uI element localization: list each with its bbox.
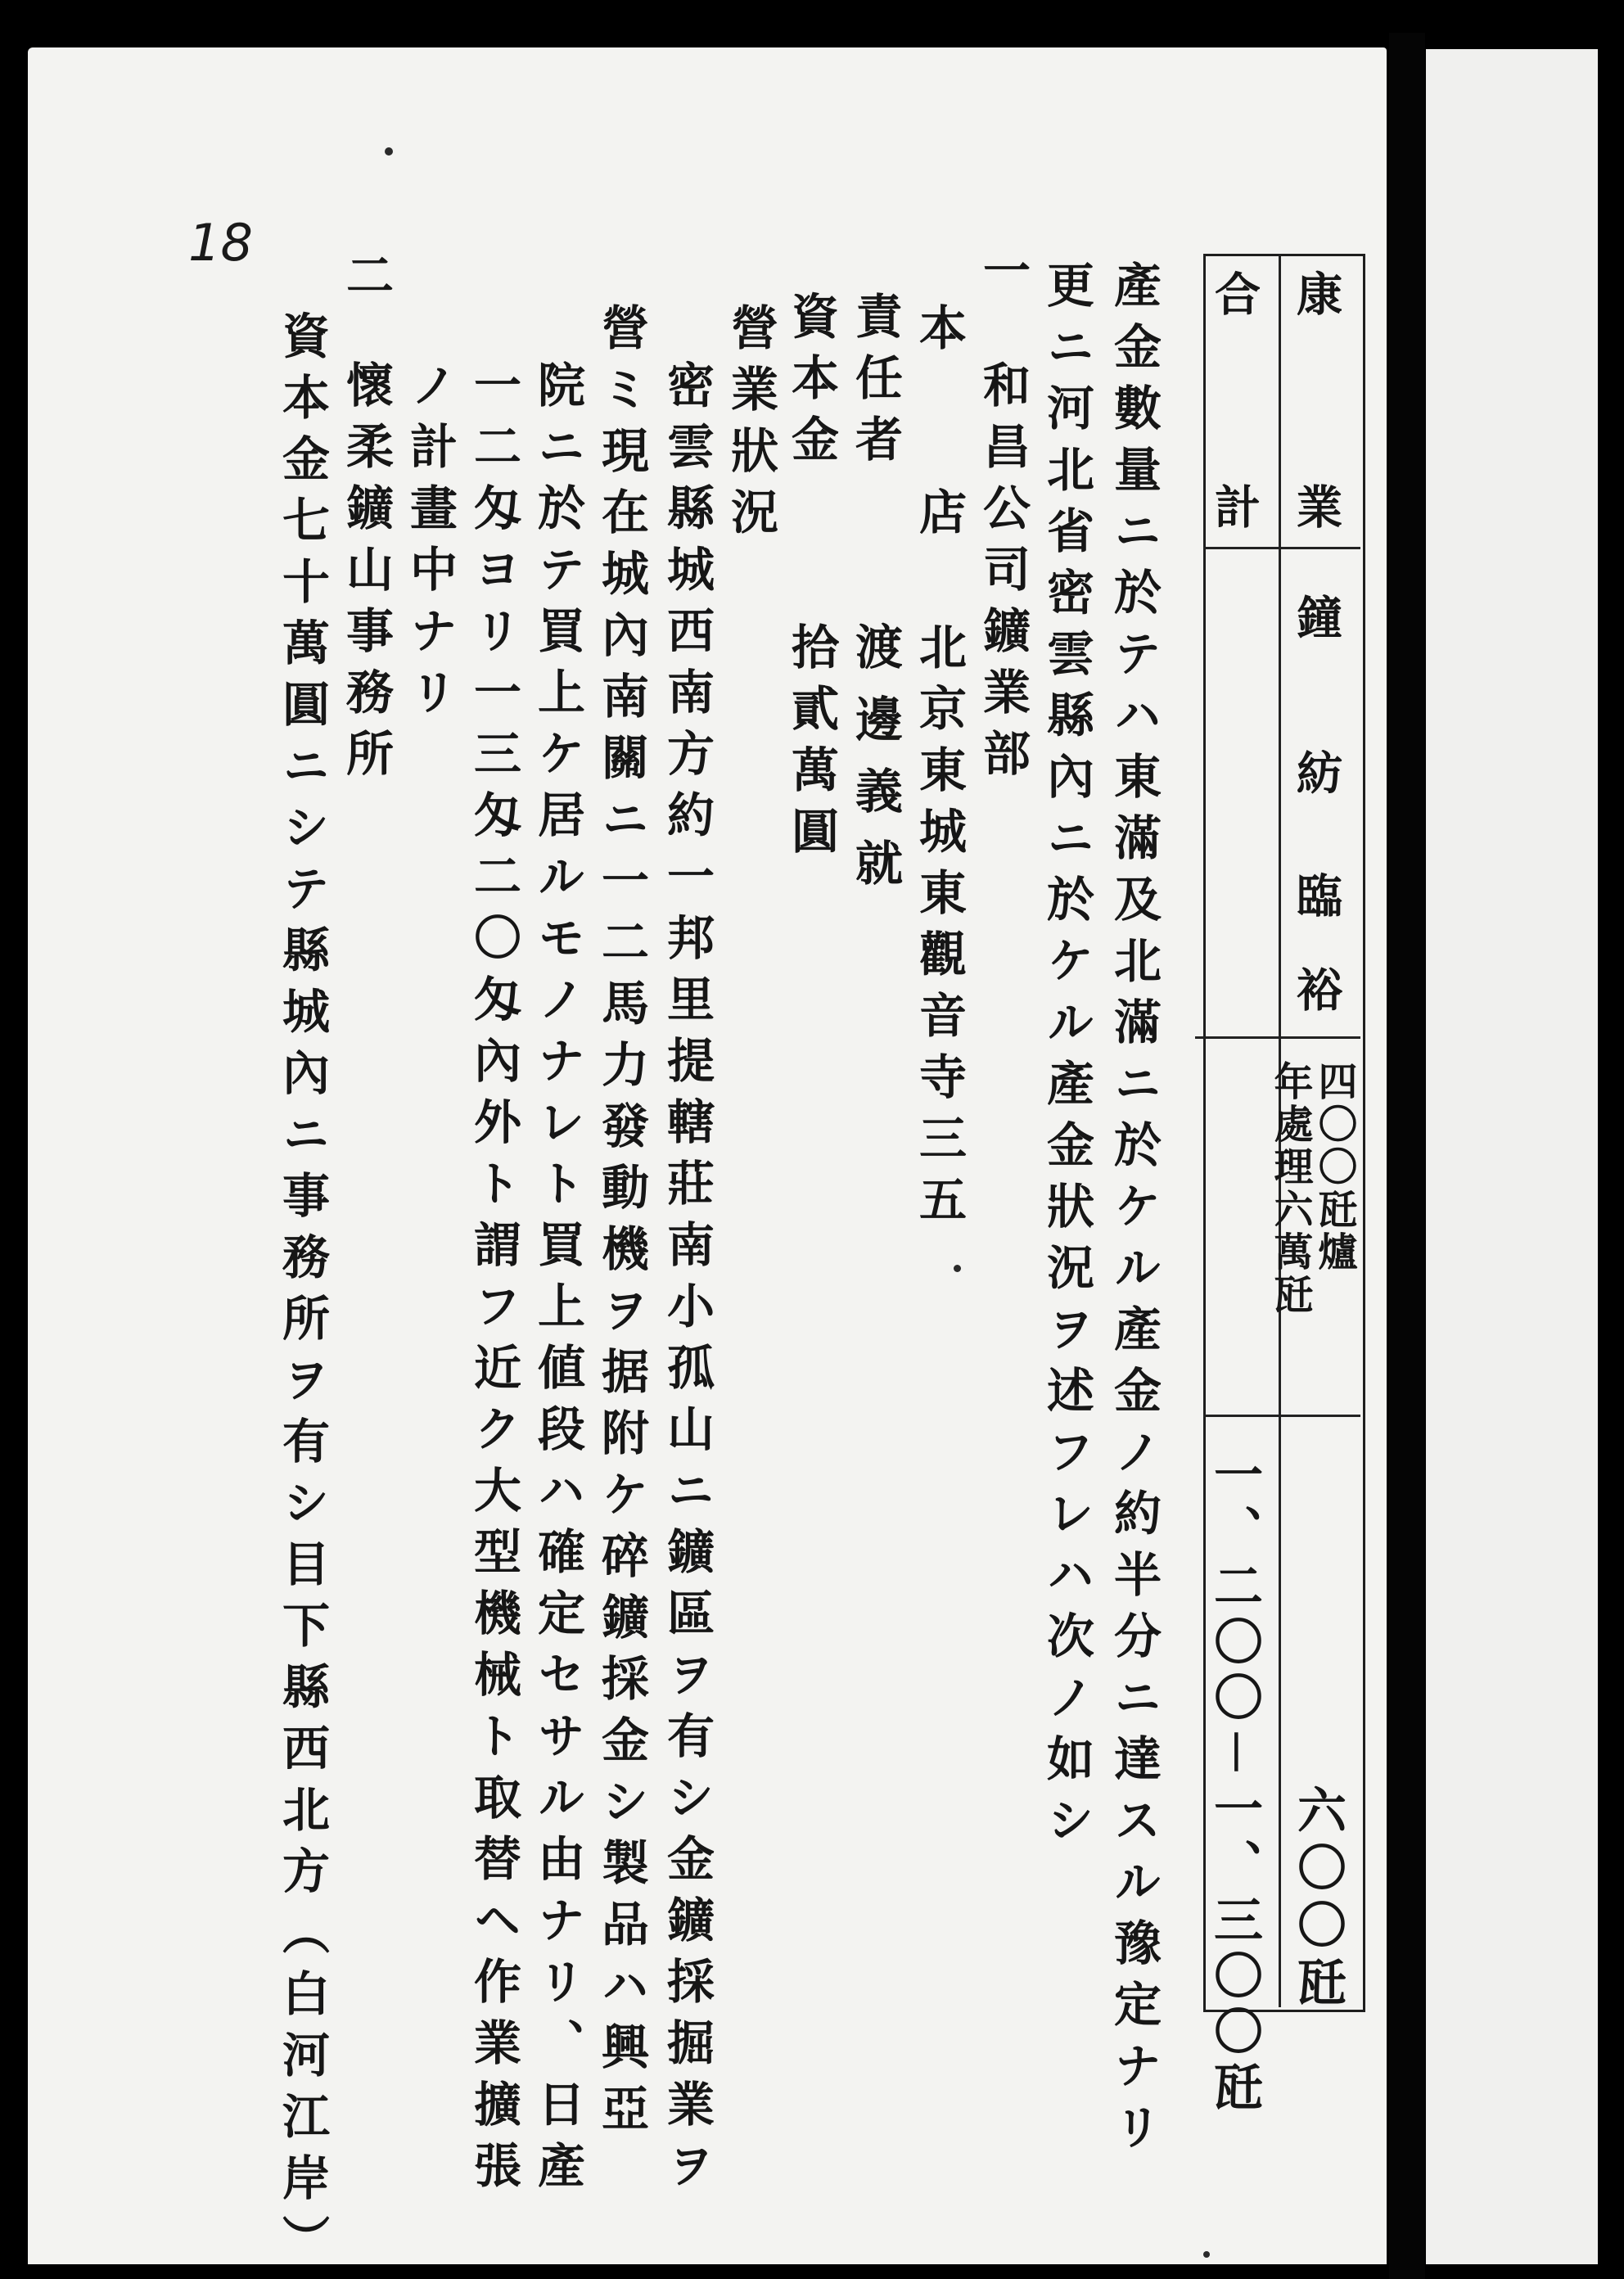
- section-title-2: 懷柔鑛山事務所: [338, 360, 394, 790]
- section-number-1: 一: [975, 246, 1031, 307]
- text-line-9: 營ミ現在城內南關ニ一二馬力發動機ヲ据附ケ碎鑛採金シ製品ハ興亞: [593, 303, 649, 2145]
- table-industry-char: 康: [1289, 270, 1343, 323]
- field-label-head-office: 本 店: [911, 303, 967, 548]
- table-row-divider: [1203, 547, 1360, 549]
- section-title-1: 和昌公司鑛業部: [975, 360, 1031, 790]
- text-line-12: ノ計畫中ナリ: [402, 360, 458, 729]
- page-number: 18: [188, 213, 253, 273]
- table-total-amount: 一、二〇〇－一、三〇〇瓩: [1206, 1449, 1263, 2117]
- adjacent-page-edge: [1426, 49, 1598, 2264]
- table-amount: 六〇〇瓩: [1289, 1785, 1347, 2014]
- page-gutter: [1389, 33, 1425, 2279]
- scan-speck: [385, 147, 393, 156]
- field-value-responsible: 渡邊義就: [847, 622, 903, 910]
- text-line-14: 資本金七十萬圓ニシテ縣城內ニ事務所ヲ有シ目下縣西北方（白河江岸）: [274, 311, 330, 2276]
- field-label-business: 營業狀況: [723, 303, 778, 548]
- table-row-divider: [1203, 1415, 1360, 1417]
- scan-speck: [954, 1265, 961, 1272]
- table-capacity-line2: 年處理六萬瓩: [1267, 1061, 1313, 1316]
- table-capacity-line1: 四〇〇瓩爐: [1311, 1061, 1357, 1274]
- table-industry-char: 裕: [1289, 966, 1343, 1018]
- text-line-11: 一二匁ヨリ一三匁二〇匁內外ト謂フ近ク大型機械ト取替ヘ作業擴張: [466, 360, 521, 2202]
- section-number-2: 二: [338, 250, 394, 312]
- table-row-divider: [1195, 1036, 1360, 1039]
- text-line-10: 院ニ於テ買上ケ居ルモノナレト買上値段ハ確定セサル由ナリ、日產: [530, 360, 585, 2202]
- field-value-head-office: 北京東城東觀音寺三五: [911, 622, 967, 1236]
- table-industry-char: 臨: [1289, 872, 1343, 924]
- scan-speck: [1203, 2251, 1210, 2258]
- table-total-char: 合: [1207, 270, 1261, 323]
- field-label-capital: 資本金: [783, 291, 839, 476]
- text-line-8: 密雲縣城西南方約一邦里提轄莊南小孤山ニ鑛區ヲ有シ金鑛採掘業ヲ: [659, 360, 715, 2202]
- table-total-char: 計: [1207, 483, 1261, 535]
- field-label-responsible: 責任者: [847, 291, 903, 476]
- text-line-2: 更ニ河北省密雲縣內ニ於ケル產金狀況ヲ述フレハ次ノ如シ: [1039, 260, 1094, 1857]
- table-industry-char: 鐘: [1289, 593, 1343, 646]
- field-value-capital: 拾貳萬圓: [783, 622, 839, 868]
- table-industry-char: 紡: [1289, 749, 1343, 801]
- table-industry-char: 業: [1289, 483, 1343, 535]
- text-line-1: 產金數量ニ於テハ東滿及北滿ニ於ケル產金ノ約半分ニ達スル豫定ナリ: [1106, 260, 1162, 2164]
